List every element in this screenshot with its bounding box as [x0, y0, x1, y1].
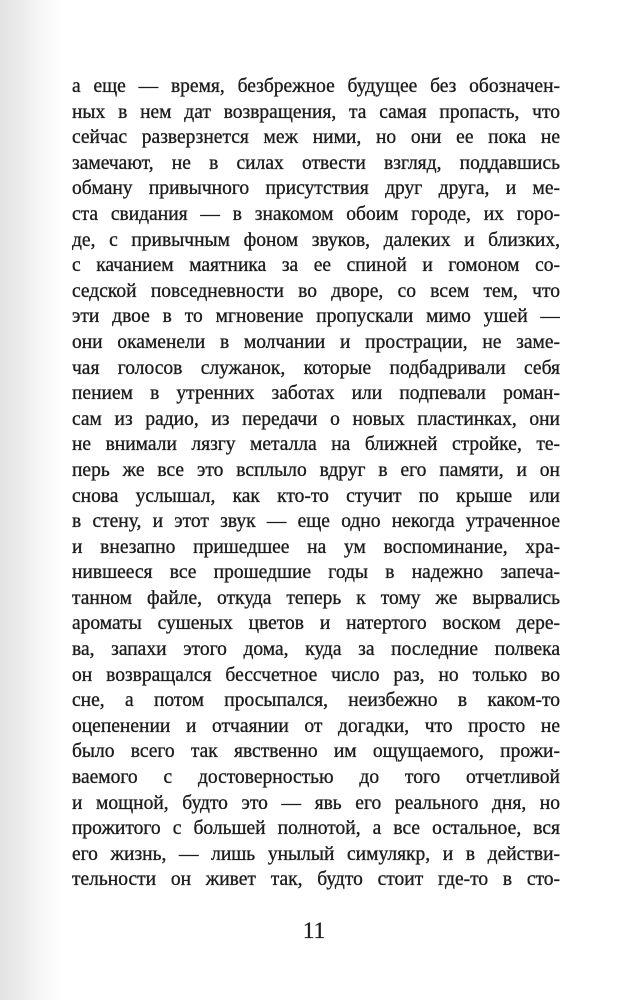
text-line: снова услышал, как кто-то стучит по крыше или: [72, 485, 560, 507]
text-line: эти двое в то мгновение пропускали мимо ушей —: [72, 306, 560, 328]
text-line: седской повседневности во дворе, со всем тем, что: [72, 280, 560, 302]
text-line: ных в нем дат возвращения, та самая пропасть, что: [72, 101, 560, 123]
text-line: он возвращался бессчетное число раз, но только во: [72, 664, 560, 686]
text-line: нившееся все прошедшие годы в надежно запеча-: [72, 562, 560, 584]
text-line: де, с привычным фоном звуков, далеких и близких,: [72, 229, 560, 251]
text-line: они окаменели в молчании и прострации, не заме-: [72, 331, 560, 353]
text-line: замечают, не в силах отвести взгляд, поддавшись: [72, 152, 560, 174]
text-line: ваемого с достоверностью до того отчетливой: [72, 767, 560, 789]
text-line: ва, запахи этого дома, куда за последние полвека: [72, 639, 560, 661]
text-line: пением в утренних заботах или подпевали роман-: [72, 383, 560, 405]
text-line: его жизнь, — лишь унылый симулякр, и в действи-: [72, 843, 560, 865]
text-line: тельности он живет так, будто стоит где-то в сто-: [72, 869, 560, 891]
text-line: чая голосов служанок, которые подбадривали себя: [72, 357, 560, 379]
page-number: 11: [302, 918, 326, 943]
text-line: прожитого с большей полнотой, а все остальное, вся: [72, 818, 560, 840]
text-line: и внезапно пришедшее на ум воспоминание, хра-: [72, 536, 560, 558]
page-gutter-shadow: [0, 0, 62, 1000]
text-line: сне, а потом просыпался, неизбежно в каком-то: [72, 690, 560, 712]
body-text: [72, 74, 560, 893]
text-line: оцепенении и отчаянии от догадки, что просто не: [72, 715, 560, 737]
text-line: не внимали лязгу металла на ближней стройке, те-: [72, 434, 560, 456]
text-line: обману привычного присутствия друг друга, и ме-: [72, 178, 560, 200]
text-line: перь же все это всплыло вдруг в его памяти, и он: [72, 459, 560, 481]
text-line: сам из радио, из передачи о новых пластинках, они: [72, 408, 560, 430]
text-line: сейчас разверзнется меж ними, но они ее пока не: [72, 127, 560, 149]
text-line: было всего так явственно им ощущаемого, прожи-: [72, 741, 560, 763]
text-line: ста свидания — в знакомом обоим городе, их горо-: [72, 203, 560, 225]
text-line: и мощной, будто это — явь его реального дня, но: [72, 792, 560, 814]
text-line: в стену, и этот звук — еще одно некогда утраченное: [72, 511, 560, 533]
text-line: ароматы сушеных цветов и натертого воском дере-: [72, 613, 560, 635]
text-line: с качанием маятника за ее спиной и гомоном со-: [72, 255, 560, 277]
text-line: а еще — время, безбрежное будущее без обозначен-: [72, 76, 560, 97]
text-line: танном файле, откуда теперь к тому же вырвались: [72, 587, 560, 609]
